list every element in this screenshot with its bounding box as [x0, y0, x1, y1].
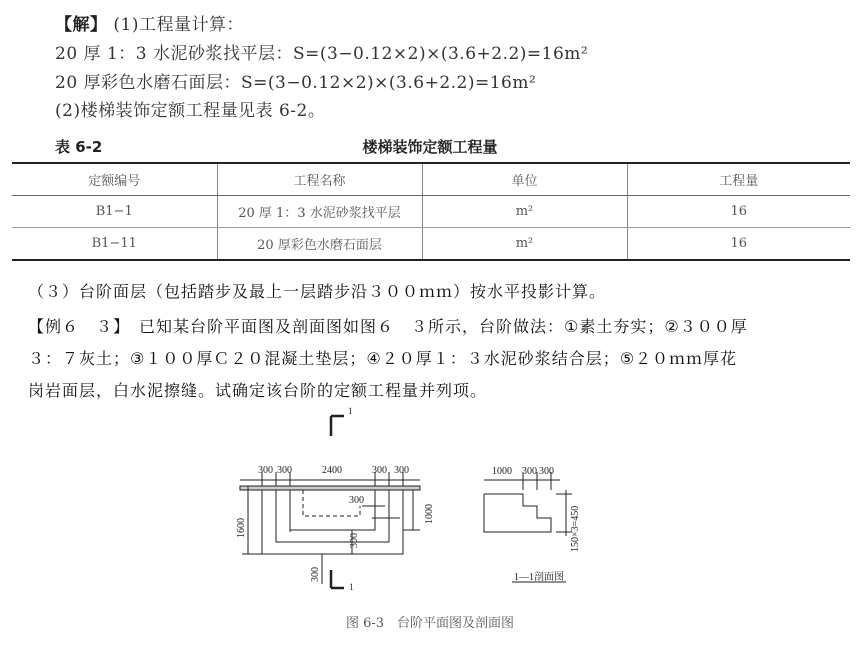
section-mark-bottom-label: 1: [349, 582, 354, 592]
solution-heading: [55, 10, 244, 35]
example-line-3: 岗岩面层，白水泥擦缝。试确定该台阶的定额工程量并列项。: [28, 381, 488, 400]
plan-dim-bottom: 300: [310, 567, 321, 582]
plan-inner-dim: 300: [349, 533, 360, 548]
table-header: 工程名称: [217, 163, 422, 196]
figure-caption: 图 6-3 台阶平面图及剖面图: [345, 616, 515, 631]
table-title: 楼梯装饰定额工程量: [362, 138, 498, 156]
example-line-1: 【例６ ３】 已知某台阶平面图及剖面图如图６ ３所示，台阶做法：①素土夯实；②３００厚: [28, 317, 748, 336]
section-label: 1—1剖面图: [514, 572, 564, 583]
paragraph-step3: （３）台阶面层（包括踏步及最上一层踏步沿３００ｍｍ）按水平投影计算。: [28, 282, 607, 301]
table-cell: B1−1: [12, 196, 217, 228]
table-row: [12, 196, 850, 228]
table-cell: m²: [422, 228, 627, 261]
plan-left-dimension: [236, 486, 262, 554]
table-cell: m²: [422, 196, 627, 228]
table-header: 单位: [422, 163, 627, 196]
plan-dim-top: 300: [277, 465, 292, 476]
section-drawing: [484, 466, 581, 583]
table-cell: 20 厚 1：3 水泥砂浆找平层: [217, 196, 422, 228]
table-row: [12, 228, 850, 261]
section-dim-top: 300: [522, 466, 537, 477]
plan-right-dimension: [403, 490, 435, 530]
section-dim-right: 150×3=450: [570, 505, 581, 552]
plan-dim-top: 2400: [322, 465, 342, 476]
plan-steps: [240, 486, 420, 554]
section-dim-top: 1000: [492, 466, 512, 477]
section-dim-top: 300: [539, 466, 554, 477]
plan-inner-dimensions: [310, 495, 400, 584]
table-label: 表 6-2: [55, 138, 103, 156]
table-header-row: [12, 163, 850, 196]
table-cell: 16: [627, 196, 850, 228]
section-mark-bottom: [331, 570, 354, 592]
table-header: 工程量: [627, 163, 850, 196]
calc-line-1: 20 厚 1：3 水泥砂浆找平层：S=(3−0.12×2)×(3.6+2.2)=16m²: [55, 44, 589, 64]
example-line-2: ３：７灰土；③１００厚Ｃ２０混凝土垫层；④２０厚１：３水泥砂浆结合层；⑤２０ｍｍ厚花: [28, 349, 738, 368]
plan-dim-right: 1000: [424, 504, 435, 524]
calc-line-2: 20 厚彩色水磨石面层：S=(3−0.12×2)×(3.6+2.2)=16m²: [55, 73, 537, 93]
solution-step1: (1)工程量计算：: [113, 15, 244, 35]
plan-dim-top: 300: [394, 465, 409, 476]
section-mark-top-label: 1: [348, 406, 353, 416]
plan-dim-top: 300: [258, 465, 273, 476]
table-cell: B1−11: [12, 228, 217, 261]
solution-bracket-label: 【解】: [55, 15, 108, 35]
plan-dim-top: 300: [372, 465, 387, 476]
figure-6-3: [0, 402, 860, 612]
table-header: 定额编号: [12, 163, 217, 196]
section-mark-top: [331, 406, 353, 436]
table-cell: 16: [627, 228, 850, 261]
plan-dim-left: 1600: [236, 518, 247, 538]
plan-inner-dim: 300: [349, 495, 364, 506]
solution-step2: (2)楼梯装饰定额工程量见表 6-2。: [55, 101, 326, 121]
table-cell: 20 厚彩色水磨石面层: [217, 228, 422, 261]
quota-table: [12, 162, 850, 261]
